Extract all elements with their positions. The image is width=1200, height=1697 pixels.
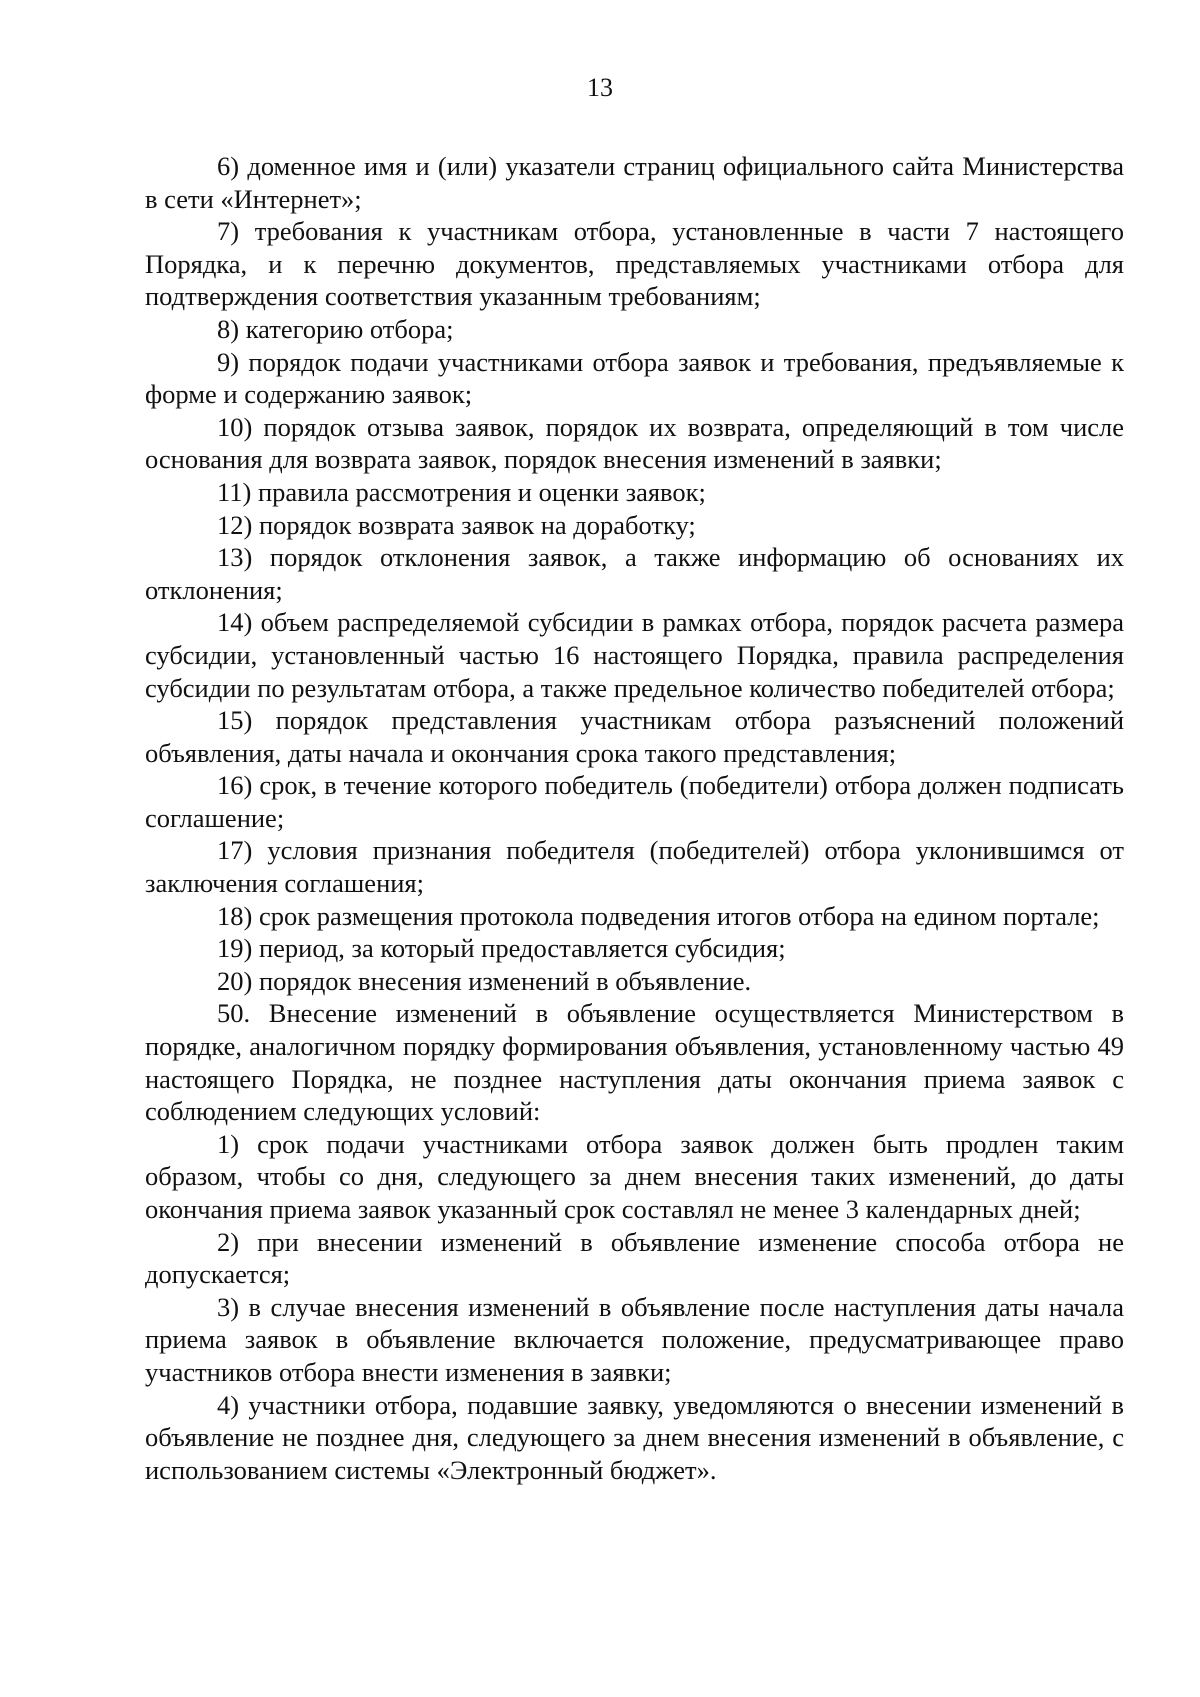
- list-item-11: 11) правила рассмотрения и оценки заявок;: [217, 476, 706, 507]
- list-item-12: 12) порядок возврата заявок на доработку;: [217, 509, 696, 540]
- document-body: [145, 150, 1124, 1486]
- condition-item-3: 3) в случае внесения изменений в объявление после наступления даты начала приема заявок в объявление включается положение, предусматривающее право участников отбора внести изменения в заявки;: [145, 1291, 1124, 1387]
- section-50-paragraph: 50. Внесение изменений в объявление осуществляется Министерством в порядке, аналогичном порядку формирования объявления, установленному частью 49 настоящего Порядка, не позднее наступления даты окончания приема заявок с соблюдением следующих условий:: [145, 998, 1124, 1127]
- list-item-18: 18) срок размещения протокола подведения итогов отбора на едином портале;: [217, 900, 1100, 931]
- list-item-6: 6) доменное имя и (или) указатели страниц официального сайта Министерства в сети «Интернет»;: [145, 151, 1124, 214]
- condition-item-1: 1) срок подачи участниками отбора заявок должен быть продлен таким образом, чтобы со дня, следующего за днем внесения таких изменений, до даты окончания приема заявок указанный срок составлял не менее 3 календарных дней;: [145, 1128, 1124, 1224]
- list-item-15: 15) порядок представления участникам отбора разъяснений положений объявления, даты начала и окончания срока такого представления;: [145, 705, 1124, 768]
- condition-item-2: 2) при внесении изменений в объявление изменение способа отбора не допускается;: [145, 1226, 1124, 1290]
- list-item-17: 17) условия признания победителя (победителей) отбора уклонившимся от заключения соглашения;: [145, 835, 1124, 899]
- condition-item-4: 4) участники отбора, подавшие заявку, уведомляются о внесении изменений в объявление не позднее дня, следующего за днем внесения изменений в объявление, с использованием системы «Электронный бюджет».: [145, 1389, 1124, 1485]
- list-item-7: 7) требования к участникам отбора, установленные в части 7 настоящего Порядка, и к перечню документов, представляемых участниками отбора для подтверждения соответствия указанным требованиям;: [145, 216, 1124, 312]
- list-item-13: 13) порядок отклонения заявок, а также информацию об основаниях их отклонения;: [145, 542, 1124, 605]
- list-item-9: 9) порядок подачи участниками отбора заявок и требования, предъявляемые к форме и содержанию заявок;: [145, 346, 1124, 410]
- page-number: 13: [587, 73, 613, 102]
- list-item-8: 8) категорию отбора;: [217, 313, 454, 344]
- list-item-14: 14) объем распределяемой субсидии в рамках отбора, порядок расчета размера субсидии, установленный частью 16 настоящего Порядка, правила распределения субсидии по результатам отбора, а также предельное количество победителей отбора;: [145, 607, 1124, 703]
- list-item-20: 20) порядок внесения изменений в объявление.: [217, 965, 752, 996]
- list-item-19: 19) период, за который предоставляется субсидия;: [217, 933, 786, 964]
- list-item-10: 10) порядок отзыва заявок, порядок их возврата, определяющий в том числе основания для возврата заявок, порядок внесения изменений в заявки;: [145, 411, 1124, 475]
- list-item-16: 16) срок, в течение которого победитель (победители) отбора должен подписать соглашение;: [145, 770, 1124, 833]
